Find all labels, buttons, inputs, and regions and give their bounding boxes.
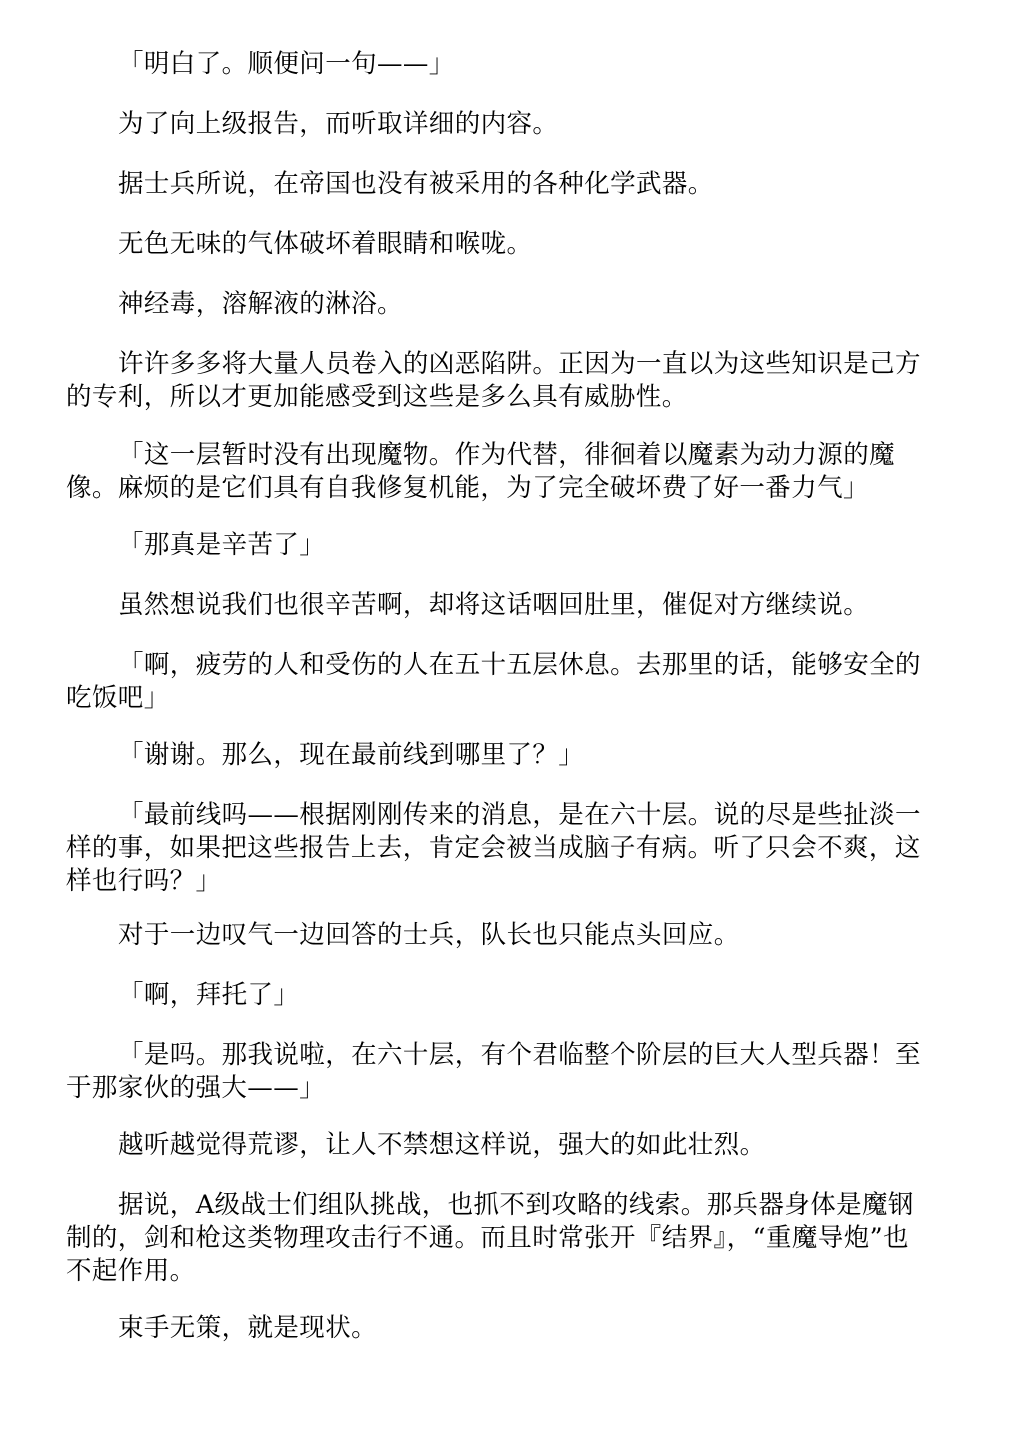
paragraph: 「明白了。顺便问一句——」: [118, 49, 455, 79]
paragraph: 「那真是辛苦了」: [118, 530, 326, 560]
paragraph: 「这一层暂时没有出现魔物。作为代替，徘徊着以魔素为动力源的魔像。麻烦的是它们具有自我修复机能，为了完全破坏费了好一番力气」: [66, 440, 896, 503]
paragraph: 据说，A级战士们组队挑战，也抓不到攻略的线索。那兵器身体是魔钢制的，剑和枪这类物理攻击行不通。而且时常张开『结界』，“重魔导炮”也不起作用。: [66, 1190, 914, 1286]
paragraph: 越听越觉得荒谬，让人不禁想这样说，强大的如此壮烈。: [118, 1130, 766, 1160]
paragraph: 据士兵所说，在帝国也没有被采用的各种化学武器。: [118, 169, 714, 199]
paragraph: 「啊，疲劳的人和受伤的人在五十五层休息。去那里的话，能够安全的吃饭吧」: [66, 650, 921, 713]
paragraph: 「啊，拜托了」: [118, 980, 300, 1010]
paragraph: 「是吗。那我说啦，在六十层，有个君临整个阶层的巨大人型兵器！至于那家伙的强大——」: [66, 1040, 921, 1103]
paragraph: 神经毒，溶解液的淋浴。: [118, 289, 403, 319]
paragraph: 为了向上级报告，而听取详细的内容。: [118, 109, 559, 139]
paragraph: 束手无策，就是现状。: [118, 1313, 378, 1343]
paragraph: 「谢谢。那么，现在最前线到哪里了？」: [118, 740, 585, 770]
paragraph: 「最前线吗——根据刚刚传来的消息，是在六十层。说的尽是些扯淡一样的事，如果把这些报告上去，肯定会被当成脑子有病。听了只会不爽，这样也行吗？」: [66, 800, 921, 896]
paragraph: 对于一边叹气一边回答的士兵，队长也只能点头回应。: [118, 920, 740, 950]
paragraph: 许许多多将大量人员卷入的凶恶陷阱。正因为一直以为这些知识是己方的专利，所以才更加能感受到这些是多么具有威胁性。: [66, 349, 921, 412]
paragraph: 虽然想说我们也很辛苦啊，却将这话咽回肚里，催促对方继续说。: [118, 590, 870, 620]
paragraph: 无色无味的气体破坏着眼睛和喉咙。: [118, 229, 533, 259]
